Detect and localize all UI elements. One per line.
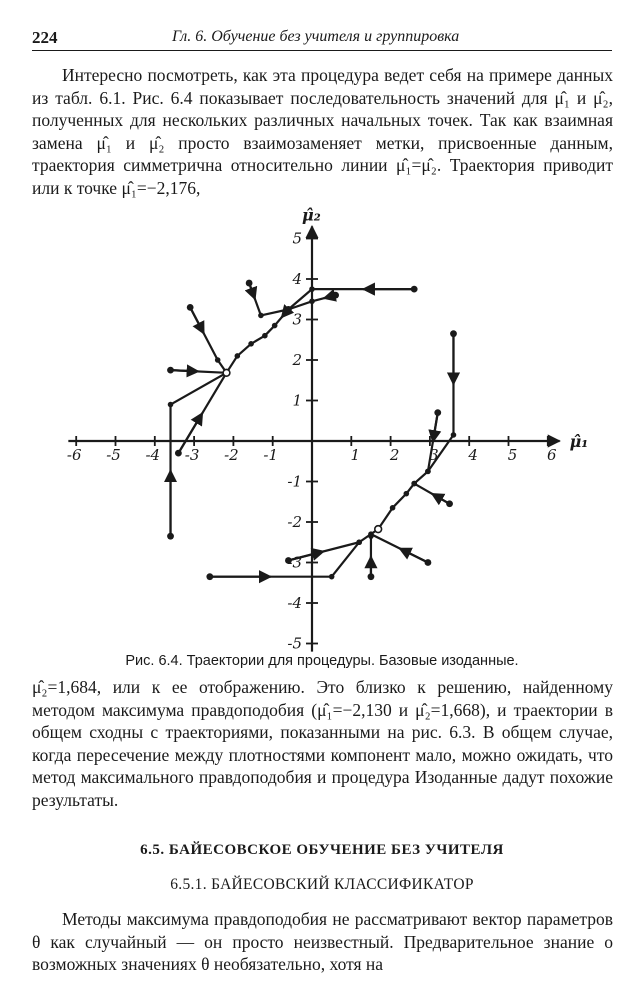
x-tick-label: 6	[547, 446, 557, 464]
x-tick-label: -1	[263, 446, 279, 464]
y-tick-label: 3	[292, 310, 302, 329]
figure-caption: Рис. 6.4. Траектории для процедуры. Базовые изоданные.	[125, 653, 519, 669]
subsection-heading: 6.5.1. БАЙЕСОВСКИЙ КЛАССИФИКАТОР	[170, 876, 474, 893]
trajectory-point	[411, 481, 417, 487]
trajectory-point	[246, 280, 253, 287]
y-axis-label: μ̂₂	[302, 205, 321, 225]
trajectory-point	[356, 539, 362, 545]
trajectory-line	[288, 289, 414, 309]
trajectory-point	[258, 313, 264, 319]
trajectory-point	[175, 450, 182, 457]
x-tick-label: -3	[184, 446, 200, 464]
trajectory-arrow	[399, 548, 427, 562]
trajectory-point	[434, 409, 441, 416]
y-tick-label: -5	[287, 634, 302, 653]
x-tick-label: 5	[507, 446, 518, 464]
trajectory-point	[167, 367, 174, 374]
x-tick-label: 3	[429, 446, 439, 464]
trajectory-point	[167, 533, 174, 540]
paragraph-bayes: Методы максимума правдоподобия не рассматривают вектор параметров θ как случайный — он просто неизвестный. Предварительное знание о возможных значениях θ необязательно, хотя на	[32, 909, 613, 974]
trajectory-arrow	[433, 413, 438, 442]
y-tick-label: -4	[287, 594, 302, 612]
trajectory-point	[446, 500, 453, 507]
trajectory-point	[272, 323, 278, 329]
x-tick-label: 4	[468, 446, 478, 464]
trajectory-point	[425, 559, 432, 566]
trajectory-point	[425, 469, 431, 475]
trajectory-point	[262, 333, 268, 339]
y-tick-label: 4	[292, 270, 302, 288]
running-head: Гл. 6. Обучение без учителя и группировка	[172, 28, 460, 45]
x-tick-label: -2	[224, 446, 239, 464]
page-number: 224	[32, 28, 58, 47]
paragraph-intro: Интересно посмотреть, как эта процедура ведет себя на примере данных из табл. 6.1. Рис. 6.4 показывает последовательность значений для μ̂₁ и μ̂₂, полученных для нескольких различных начальных точек. Так как взаимная замена μ̂₁ и μ̂₂ просто взаимозаменяет метки, присвоенные данным, траектория симметрична относительно линии μ̂₁=μ̂₂. Траектория приводит или к точке μ̂₁=−2,176,	[32, 65, 613, 198]
trajectory-point	[187, 304, 194, 311]
trajectory-point	[309, 286, 315, 292]
trajectory-arrow	[190, 307, 204, 333]
y-tick-label: -1	[287, 472, 302, 491]
y-tick-label: -2	[287, 513, 302, 531]
x-tick-label: -5	[106, 446, 121, 464]
trajectory-point	[451, 432, 457, 438]
trajectory-point	[309, 298, 315, 304]
x-tick-label: 2	[389, 446, 400, 464]
trajectory-point	[404, 491, 410, 497]
trajectory-point	[206, 573, 213, 580]
y-tick-label: -3	[287, 553, 302, 572]
y-tick-label: 5	[292, 229, 302, 248]
trajectory-arrow	[171, 370, 199, 371]
trajectory-point	[390, 505, 396, 511]
fixed-point-marker	[375, 526, 382, 533]
x-axis-label: μ̂₁	[569, 432, 589, 451]
section-heading: 6.5. БАЙЕСОВСКОЕ ОБУЧЕНИЕ БЕЗ УЧИТЕЛЯ	[140, 842, 504, 858]
trajectory-point	[411, 286, 418, 293]
trajectory-point	[368, 573, 375, 580]
x-tick-label: -6	[66, 446, 82, 464]
trajectory-point	[285, 306, 292, 313]
y-tick-label: 1	[292, 391, 302, 410]
paragraph-result: μ̂₂=1,684, или к ее отображению. Это близко к решению, найденному методом максимума правдоподобия (μ̂₁=−2,130 и μ̂₂=1,668), и траектории в общем сходны с траекториями, показанными на рис. 6.3. В общем случае, когда пересечение между плотностями компонент мало, можно ожидать, что метод максимального правдоподобия и процедура Изоданные дадут похожие результаты.	[32, 677, 613, 810]
trajectory-point	[332, 292, 339, 299]
trajectory-point	[215, 357, 221, 363]
trajectory-point	[235, 353, 241, 359]
axis-labels	[67, 205, 588, 652]
trajectory-line	[226, 309, 288, 372]
x-tick-label: 1	[350, 446, 361, 464]
fixed-point-marker	[223, 369, 230, 376]
trajectory-point	[368, 533, 374, 539]
trajectory-point	[450, 330, 457, 337]
trajectory-point	[329, 574, 335, 580]
x-tick-label: -4	[145, 446, 161, 464]
y-tick-label: 2	[292, 351, 302, 369]
trajectory-point	[248, 341, 254, 347]
trajectory-point	[168, 402, 174, 408]
